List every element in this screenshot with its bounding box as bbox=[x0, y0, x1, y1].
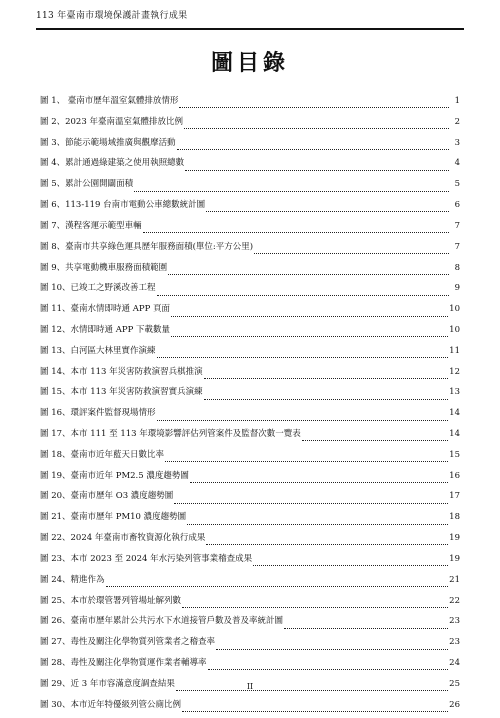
toc-entry-label: 圖 16、環評案件監督現場情形 bbox=[40, 408, 156, 419]
toc-entry-label: 圖 9、共享電動機車服務面積範圍 bbox=[40, 262, 168, 273]
toc-entry-label: 圖 28、毒性及關注化學物質運作業者輔導率 bbox=[40, 657, 207, 668]
dot-leader bbox=[182, 704, 448, 712]
dot-leader bbox=[190, 475, 448, 483]
toc-entry-page: 1 bbox=[454, 96, 460, 106]
dot-leader bbox=[302, 433, 448, 441]
dot-leader bbox=[174, 496, 448, 504]
toc-entry-label: 圖 19、臺南市近年 PM2.5 濃度趨勢圖 bbox=[40, 470, 189, 481]
dot-leader bbox=[254, 246, 449, 254]
toc-entry[interactable] bbox=[40, 156, 460, 177]
toc-entry-label: 圖 5、累計公園開闢面積 bbox=[40, 179, 134, 190]
toc-entry-label: 圖 29、近 3 年市容滿意度調查結果 bbox=[40, 678, 175, 689]
toc-entry-label: 圖 7、漢程客運示範型車輛 bbox=[40, 220, 142, 231]
toc-entry-page: 5 bbox=[454, 179, 460, 190]
toc-entry-page: 6 bbox=[454, 200, 460, 211]
toc-entry-page: 16 bbox=[449, 470, 460, 481]
dot-leader bbox=[165, 454, 448, 462]
toc-entry-label: 圖 10、已竣工之野溪改善工程 bbox=[40, 283, 156, 294]
dot-leader bbox=[204, 392, 449, 400]
dot-leader bbox=[157, 288, 449, 296]
toc-entry-page: 11 bbox=[449, 345, 460, 356]
toc-entry-label: 圖 12、水情即時通 APP 下載數量 bbox=[40, 324, 170, 335]
toc-entry-page: 25 bbox=[449, 678, 460, 689]
dot-leader bbox=[171, 329, 448, 337]
dot-leader bbox=[216, 642, 448, 650]
toc-entry-page: 19 bbox=[449, 533, 460, 544]
toc-entry-label: 圖 4、累計通過綠建築之使用執照總數 bbox=[40, 158, 185, 169]
toc-entry-page: 7 bbox=[454, 220, 460, 231]
toc-entry-label: 圖 14、本市 113 年災害防救演習兵棋推演 bbox=[40, 366, 203, 377]
toc-entry[interactable] bbox=[40, 365, 460, 386]
toc-entry-page: 24 bbox=[449, 657, 460, 668]
dot-leader bbox=[208, 662, 449, 670]
dot-leader bbox=[204, 371, 449, 379]
toc-entry[interactable] bbox=[40, 635, 460, 656]
toc-entry-page: 18 bbox=[449, 512, 460, 523]
toc-entry-label: 圖 6、113-119 台南市電動公車總數統計圖 bbox=[40, 200, 206, 211]
dot-leader bbox=[206, 204, 449, 212]
page-title: 圖目錄 bbox=[210, 50, 289, 76]
dot-leader bbox=[134, 184, 449, 192]
toc-entry-label: 圖 13、白河區大林里實作演練 bbox=[40, 345, 156, 356]
toc-entry-label: 圖 26、臺南市歷年累計公共污水下水道接管戶數及普及率統計圖 bbox=[40, 616, 284, 627]
dot-leader bbox=[157, 350, 449, 358]
toc-entry-label: 圖 21、臺南市歷年 PM10 濃度趨勢圖 bbox=[40, 512, 187, 523]
toc-entry-label: 圖 1、 臺南市歷年溫室氣體排放情形 bbox=[40, 96, 179, 106]
toc-entry[interactable] bbox=[40, 531, 460, 552]
toc-entry-page: 22 bbox=[449, 595, 460, 606]
toc-entry[interactable] bbox=[40, 656, 460, 677]
toc-entry-label: 圖 23、本市 2023 至 2024 年水污染列管事業稽查成果 bbox=[40, 553, 253, 564]
running-header: 113 年臺南市環境保護計畫執行成果 bbox=[36, 11, 188, 21]
toc-entry[interactable] bbox=[40, 406, 460, 427]
dot-leader bbox=[157, 413, 449, 421]
header-divider bbox=[36, 28, 464, 30]
dot-leader bbox=[253, 558, 448, 566]
dot-leader bbox=[177, 142, 449, 150]
dot-leader bbox=[179, 100, 449, 108]
toc-entry-page: 3 bbox=[454, 137, 460, 148]
toc-entry[interactable] bbox=[40, 177, 460, 198]
toc-entry-page: 2 bbox=[454, 116, 460, 127]
toc-entry-page: 7 bbox=[454, 241, 460, 252]
toc-entry[interactable] bbox=[40, 698, 460, 718]
toc-entry-page: 19 bbox=[449, 553, 460, 564]
dot-leader bbox=[185, 163, 449, 171]
dot-leader bbox=[187, 517, 448, 525]
dot-leader bbox=[182, 600, 448, 608]
toc-entry[interactable] bbox=[40, 240, 460, 261]
toc-entry-label: 圖 11、臺南水情即時通 APP 頁面 bbox=[40, 304, 170, 315]
toc-entry-page: 14 bbox=[449, 408, 460, 419]
toc-entry-label: 圖 25、本市於環管署列管場址解列數 bbox=[40, 595, 182, 606]
toc-entry-page: 8 bbox=[454, 262, 460, 273]
toc-entry-label: 圖 3、節能示範場域推廣與觀摩活動 bbox=[40, 137, 176, 148]
toc-entry[interactable] bbox=[40, 344, 460, 365]
toc-entry[interactable] bbox=[40, 614, 460, 635]
toc-entry-label: 圖 30、本市近年特優級列管公廁比例 bbox=[40, 699, 182, 710]
toc-entry[interactable] bbox=[40, 552, 460, 573]
toc-entry-label: 圖 22、2024 年臺南市畜牧資源化執行成果 bbox=[40, 533, 206, 544]
toc-entry-label: 圖 15、本市 113 年災害防救演習實兵演練 bbox=[40, 387, 203, 398]
toc-entry-page: 13 bbox=[449, 387, 460, 398]
toc-entry[interactable] bbox=[40, 136, 460, 157]
toc-entry-page: 23 bbox=[449, 637, 460, 648]
toc-entry[interactable] bbox=[40, 219, 460, 240]
dot-leader bbox=[168, 267, 449, 275]
toc-entry[interactable] bbox=[40, 594, 460, 615]
dot-leader bbox=[284, 621, 448, 629]
dot-leader bbox=[184, 121, 449, 129]
toc-entry-label: 圖 2、2023 年臺南溫室氣體排放比例 bbox=[40, 116, 183, 127]
dot-leader bbox=[143, 225, 449, 233]
toc-entry[interactable] bbox=[40, 469, 460, 490]
toc-entry-page: 21 bbox=[449, 574, 460, 585]
toc-entry[interactable] bbox=[40, 115, 460, 136]
toc-entry-label: 圖 17、本市 111 至 113 年環境影響評估列管案件及監督次數一覽表 bbox=[40, 429, 301, 439]
toc-entry[interactable] bbox=[40, 302, 460, 323]
toc-entry[interactable] bbox=[40, 385, 460, 406]
toc-entry-label: 圖 18、臺南市近年藍天日數比率 bbox=[40, 449, 165, 460]
toc-entry-page: 10 bbox=[449, 324, 460, 335]
toc-entry[interactable] bbox=[40, 448, 460, 469]
toc-entry[interactable] bbox=[40, 427, 460, 448]
toc-entry-page: 10 bbox=[449, 304, 460, 315]
toc-entry-page: 26 bbox=[449, 699, 460, 710]
toc-entry[interactable] bbox=[40, 261, 460, 282]
toc-entry[interactable] bbox=[40, 323, 460, 344]
toc-entry-label: 圖 27、毒性及關注化學物質列管業者之稽查率 bbox=[40, 637, 216, 648]
toc-entry[interactable] bbox=[40, 281, 460, 302]
toc-entry-page: 9 bbox=[454, 283, 460, 294]
toc-entry-page: 12 bbox=[449, 366, 460, 377]
toc-entry[interactable] bbox=[40, 510, 460, 531]
toc-entry[interactable] bbox=[40, 573, 460, 594]
figure-list bbox=[40, 94, 460, 718]
dot-leader bbox=[171, 309, 448, 317]
toc-entry-label: 圖 20、臺南市歷年 O3 濃度趨勢圖 bbox=[40, 491, 174, 502]
toc-entry-page: 23 bbox=[449, 616, 460, 627]
toc-entry[interactable] bbox=[40, 489, 460, 510]
dot-leader bbox=[206, 537, 448, 545]
toc-entry-page: 14 bbox=[449, 429, 460, 439]
toc-entry-page: 4 bbox=[454, 158, 460, 169]
toc-entry-page: 15 bbox=[449, 449, 460, 460]
toc-entry-page: 17 bbox=[449, 491, 460, 502]
toc-entry[interactable] bbox=[40, 94, 460, 115]
toc-entry-label: 圖 8、臺南市共享綠色運具歷年服務面積(單位:平方公里) bbox=[40, 241, 254, 252]
page-number: II bbox=[246, 682, 254, 691]
dot-leader bbox=[106, 579, 449, 587]
toc-entry-label: 圖 24、精進作為 bbox=[40, 574, 105, 585]
toc-entry[interactable] bbox=[40, 198, 460, 219]
